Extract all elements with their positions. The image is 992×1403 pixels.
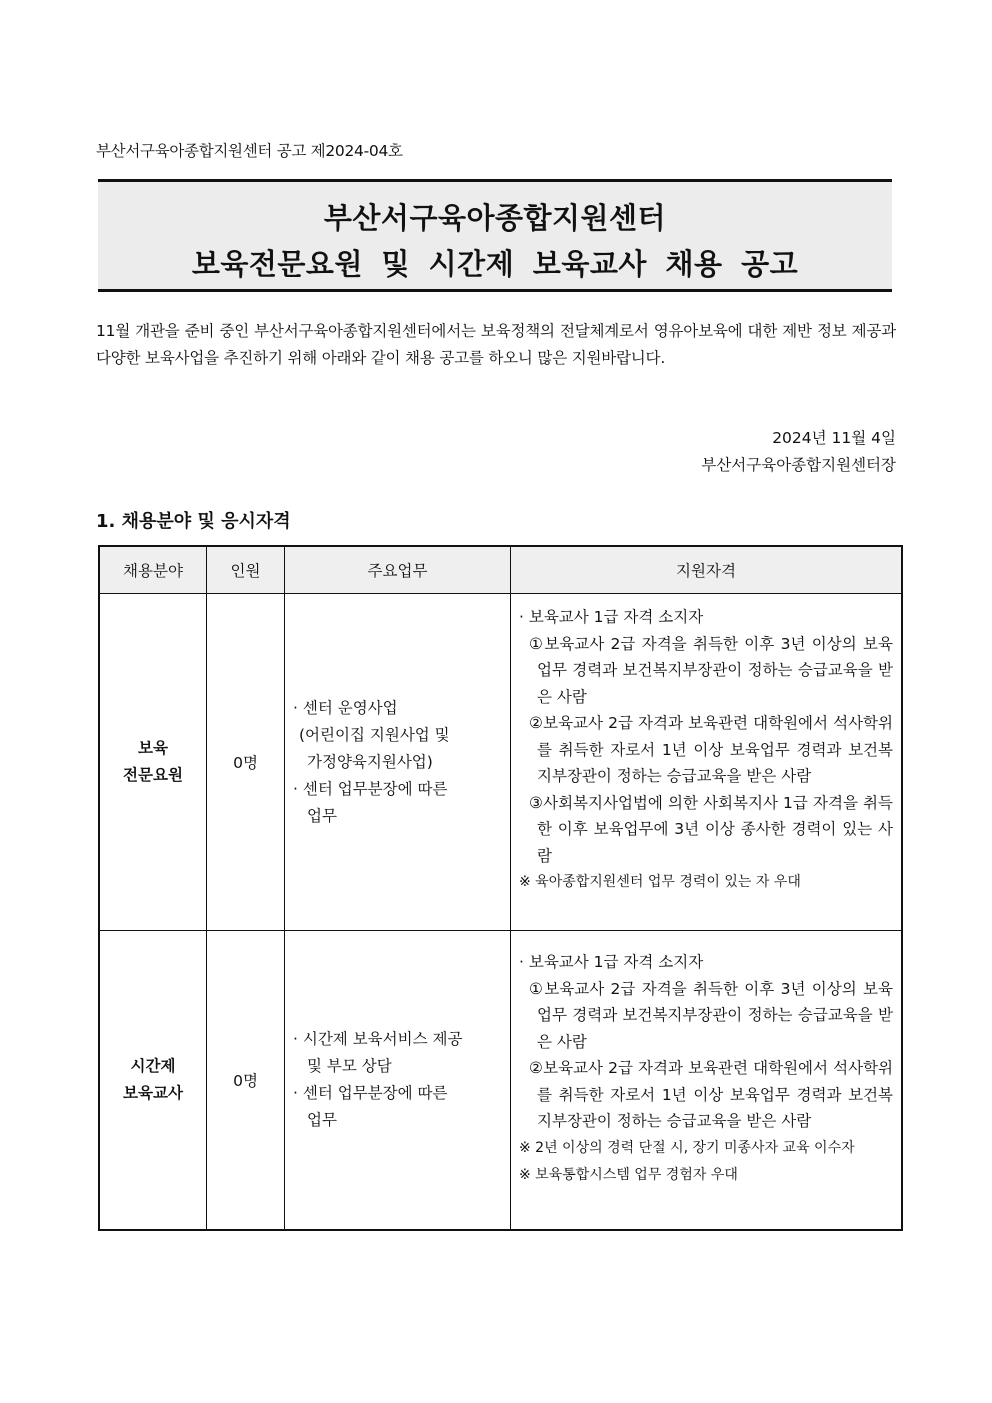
count-cell: 0명 (207, 931, 285, 1231)
duty-line: 업무 (307, 806, 337, 825)
recruitment-table (98, 545, 903, 1231)
notice-number: 부산서구육아종합지원센터 공고 제2024-04호 (96, 142, 403, 160)
qualification-item: ②보육교사 2급 자격과 보육관련 대학원에서 석사학위를 취득한 자로서 1년 이상 보육업무 경력과 보건복지부장관이 정하는 승급교육을 받은 사람 (529, 714, 893, 785)
issuer-name: 부산서구육아종합지원센터장 (701, 456, 896, 474)
qualification-heading: · 보육교사 1급 자격 소지자 (519, 608, 704, 626)
qualification-item: ③사회복지사업법에 의한 사회복지사 1급 자격을 취득한 이후 보육업무에 3년 이상 종사한 경력이 있는 사람 (529, 793, 893, 865)
duty-line: 및 부모 상담 (307, 1057, 392, 1075)
qualification-heading: · 보육교사 1급 자격 소지자 (519, 953, 704, 971)
field-label: 시간제 (130, 1057, 176, 1075)
duty-line: 가정양육지원사업) (307, 752, 433, 771)
title-line-2: 보육전문요원 및 시간제 보육교사 채용 공고 (191, 247, 799, 281)
qualification-note: ※ 보육통합시스템 업무 경험자 우대 (519, 1166, 738, 1183)
field-label: 전문요원 (123, 766, 183, 784)
header-count: 인원 (207, 546, 285, 594)
duty-line: · 센터 업무분장에 따른 (293, 779, 448, 798)
table-header-row (99, 546, 902, 594)
duty-line: (어린이집 지원사업 및 (299, 725, 450, 744)
field-label: 보육교사 (123, 1084, 183, 1102)
field-cell (99, 931, 207, 1231)
header-duties: 주요업무 (285, 546, 511, 594)
duty-line: · 센터 업무분장에 따른 (293, 1084, 448, 1102)
table-row (99, 594, 902, 931)
duty-line: · 센터 운영사업 (293, 698, 398, 717)
duty-line: 업무 (307, 1111, 337, 1129)
title-box (98, 179, 892, 292)
qualifications-cell (511, 931, 903, 1231)
duty-line: · 시간제 보육서비스 제공 (293, 1030, 463, 1048)
qualifications-cell (511, 594, 903, 931)
table-row (99, 931, 902, 1231)
header-field: 채용분야 (99, 546, 207, 594)
qualification-item: ①보육교사 2급 자격을 취득한 이후 3년 이상의 보육업무 경력과 보건복지부장관이 정하는 승급교육을 받은 사람 (529, 634, 893, 706)
count-cell: 0명 (207, 594, 285, 931)
duties-cell (285, 594, 511, 931)
qualification-note: ※ 2년 이상의 경력 단절 시, 장기 미종사자 교육 이수자 (519, 1139, 855, 1156)
qualification-note: ※ 육아종합지원센터 업무 경력이 있는 자 우대 (519, 874, 801, 890)
header-qualifications: 지원자격 (511, 546, 903, 594)
duties-cell (285, 931, 511, 1231)
qualification-item: ②보육교사 2급 자격과 보육관련 대학원에서 석사학위를 취득한 자로서 1년 이상 보육업무 경력과 보건복지부장관이 정하는 승급교육을 받은 사람 (529, 1059, 893, 1130)
intro-paragraph: 11월 개관을 준비 중인 부산서구육아종합지원센터에서는 보육정책의 전달체계로서 영유아보육에 대한 제반 정보 제공과 다양한 보육사업을 추진하기 위해 아래와 같이 채용 공고를 하오니 많은 지원바랍니다. (96, 322, 896, 367)
section-heading: 1. 채용분야 및 응시자격 (96, 511, 291, 532)
field-label: 보육 (138, 739, 168, 757)
title-line-1: 부산서구육아종합지원센터 (323, 201, 667, 235)
notice-date: 2024년 11월 4일 (772, 429, 896, 447)
qualification-item: ①보육교사 2급 자격을 취득한 이후 3년 이상의 보육업무 경력과 보건복지부장관이 정하는 승급교육을 받은 사람 (529, 979, 893, 1051)
field-cell (99, 594, 207, 931)
